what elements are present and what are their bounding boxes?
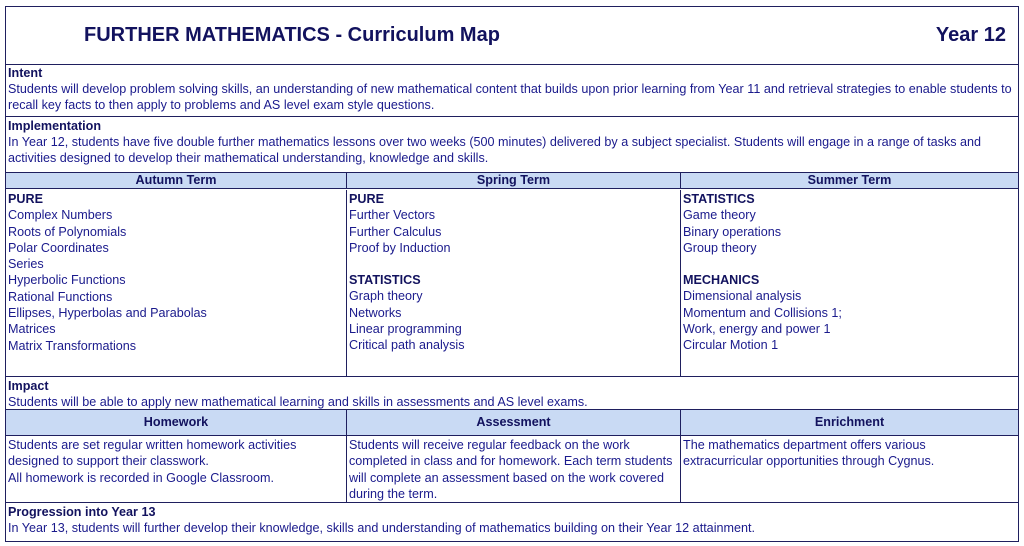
list-item: Roots of Polynomials bbox=[8, 224, 127, 239]
assessment-header: Assessment bbox=[346, 410, 680, 435]
homework-note: All homework is recorded in Google Classroom. bbox=[8, 470, 274, 485]
impact-heading: Impact bbox=[8, 379, 49, 393]
intent-section bbox=[6, 64, 1018, 116]
list-item: Matrix Transformations bbox=[8, 338, 137, 353]
list-item: Further Calculus bbox=[349, 224, 442, 239]
title-row bbox=[6, 7, 1018, 65]
support-header-band bbox=[6, 409, 1018, 436]
spring-term-header: Spring Term bbox=[346, 173, 680, 188]
implementation-heading: Implementation bbox=[8, 119, 102, 133]
enrichment-header: Enrichment bbox=[680, 410, 1018, 435]
list-item: Group theory bbox=[683, 240, 757, 255]
spacer bbox=[683, 256, 1016, 272]
homework-text: Students are set regular written homework activities designed to support their classwork. bbox=[8, 438, 297, 469]
progression-text: In Year 13, students will further develop their knowledge, skills and understanding of mathematics building on their Year 12 attainment. bbox=[8, 521, 755, 535]
summer-term-header: Summer Term bbox=[680, 173, 1018, 188]
list-item: Hyperbolic Functions bbox=[8, 273, 126, 288]
spring-section-heading-statistics: STATISTICS bbox=[349, 273, 421, 288]
list-item: Linear programming bbox=[349, 322, 462, 337]
implementation-section bbox=[6, 117, 1018, 172]
summer-mechanics-list bbox=[683, 288, 1016, 353]
summer-statistics-list bbox=[683, 207, 1016, 256]
spring-section-heading-pure: PURE bbox=[349, 192, 384, 206]
spacer bbox=[349, 256, 678, 272]
list-item: Series bbox=[8, 257, 44, 272]
list-item: Proof by Induction bbox=[349, 240, 451, 255]
autumn-section-heading: PURE bbox=[8, 192, 43, 206]
spring-pure-list bbox=[349, 207, 678, 256]
curriculum-map bbox=[5, 6, 1019, 542]
list-item: Game theory bbox=[683, 208, 756, 223]
list-item: Circular Motion 1 bbox=[683, 338, 779, 353]
spring-statistics-list bbox=[349, 288, 678, 353]
intent-text: Students will develop problem solving skills, an understanding of new mathematical content that builds upon prior learning from Year 11 and retrieval strategies to enable students to recall key facts to then apply to problems and AS level exam style questions. bbox=[8, 82, 1012, 112]
summer-section-heading-statistics: STATISTICS bbox=[683, 192, 755, 206]
list-item: Critical path analysis bbox=[349, 338, 465, 353]
list-item: Momentum and Collisions 1; bbox=[683, 305, 842, 320]
list-item: Ellipses, Hyperbolas and Parabolas bbox=[8, 306, 207, 321]
list-item: Graph theory bbox=[349, 289, 423, 304]
homework-header: Homework bbox=[143, 415, 209, 429]
impact-section bbox=[6, 377, 1018, 409]
homework-content bbox=[6, 436, 346, 502]
assessment-content bbox=[347, 436, 680, 502]
progression-heading: Progression into Year 13 bbox=[8, 505, 156, 519]
list-item: Work, energy and power 1 bbox=[683, 322, 831, 337]
list-item: Polar Coordinates bbox=[8, 240, 109, 255]
summer-term-content bbox=[681, 190, 1018, 376]
autumn-term-content bbox=[6, 190, 346, 376]
impact-text: Students will be able to apply new mathematical learning and skills in assessments and AS level exams. bbox=[8, 395, 588, 409]
list-item: Matrices bbox=[8, 322, 56, 337]
intent-heading: Intent bbox=[8, 66, 43, 80]
summer-section-heading-mechanics: MECHANICS bbox=[683, 273, 760, 288]
year-label: Year 12 bbox=[935, 24, 1006, 46]
list-item: Dimensional analysis bbox=[683, 289, 802, 304]
enrichment-content bbox=[681, 436, 971, 502]
progression-section bbox=[6, 503, 1018, 541]
enrichment-text: The mathematics department offers various extracurricular opportunities through Cygnus. bbox=[683, 438, 935, 469]
spring-term-content bbox=[347, 190, 680, 376]
assessment-text: Students will receive regular feedback on the work completed in class and for homework. Each term students will complete an assessment based on the work covered during the term. bbox=[349, 438, 673, 501]
page-title: FURTHER MATHEMATICS - Curriculum Map bbox=[84, 24, 500, 46]
list-item: Networks bbox=[349, 305, 402, 320]
implementation-text: In Year 12, students have five double further mathematics lessons over two weeks (500 minutes) delivered by a subject specialist. Students will engage in a range of tasks and activities designed to develop their mathematical understanding, knowledge and skills. bbox=[8, 135, 982, 165]
autumn-topic-list bbox=[8, 207, 344, 354]
autumn-term-header: Autumn Term bbox=[135, 173, 217, 187]
list-item: Further Vectors bbox=[349, 208, 436, 223]
term-header-band bbox=[6, 172, 1018, 189]
list-item: Complex Numbers bbox=[8, 208, 113, 223]
list-item: Binary operations bbox=[683, 224, 782, 239]
list-item: Rational Functions bbox=[8, 289, 113, 304]
